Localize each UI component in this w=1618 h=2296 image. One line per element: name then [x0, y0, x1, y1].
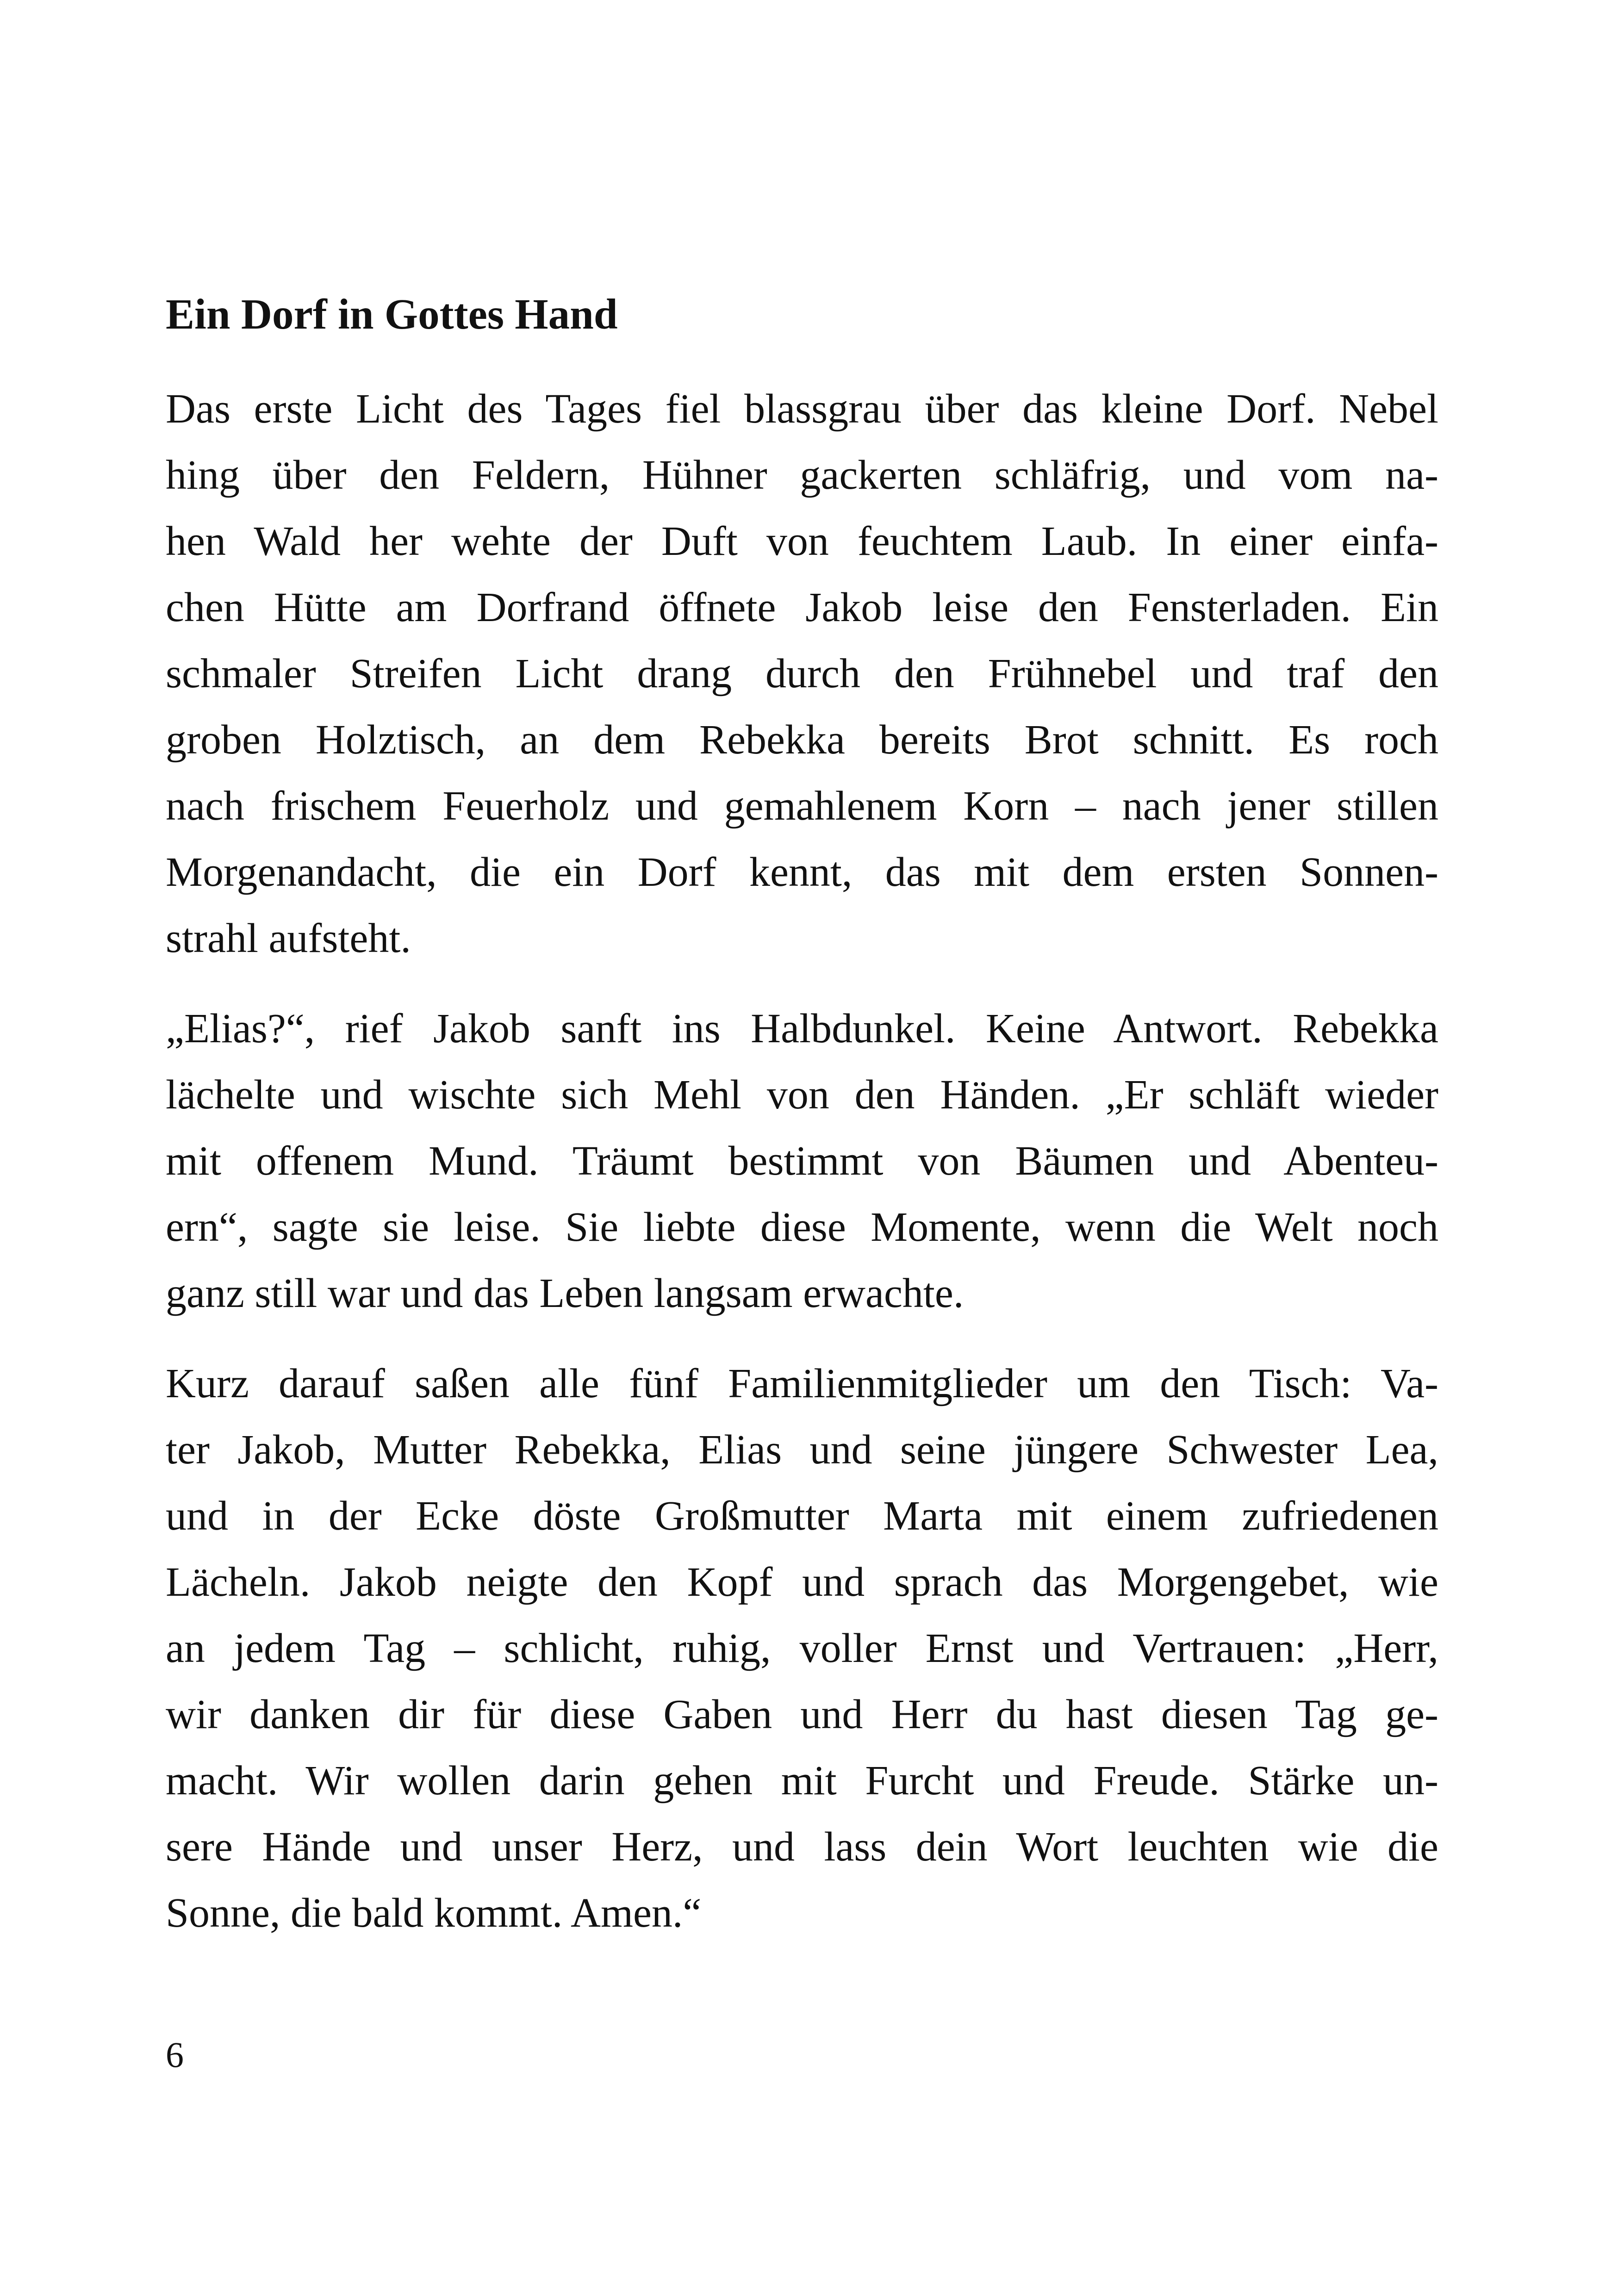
text-line: ter Jakob, Mutter Rebekka, Elias und seine jüngere Schwester Lea, [166, 1427, 1438, 1473]
text-line: nach frischem Feuerholz und gemahlenem Korn – nach jener stillen [166, 783, 1438, 829]
text-line: und in der Ecke döste Großmutter Marta mit einem zufriedenen [166, 1493, 1438, 1539]
text-line: Kurz darauf saßen alle fünf Familienmitglieder um den Tisch: Va- [166, 1361, 1438, 1406]
page-content [166, 287, 1438, 1970]
paragraph-3 [166, 1350, 1438, 1946]
text-line: schmaler Streifen Licht drang durch den Frühnebel und traf den [166, 651, 1438, 697]
text-line: strahl aufsteht. [166, 915, 411, 961]
text-line: Sonne, die bald kommt. Amen.“ [166, 1890, 702, 1936]
text-line: wir danken dir für diese Gaben und Herr du hast diesen Tag ge- [166, 1692, 1438, 1737]
text-line: hen Wald her wehte der Duft von feuchtem Laub. In einer einfa- [166, 518, 1438, 564]
text-line: lächelte und wischte sich Mehl von den Händen. „Er schläft wieder [166, 1072, 1438, 1118]
text-line: groben Holztisch, an dem Rebekka bereits Brot schnitt. Es roch [166, 717, 1438, 763]
paragraph-2 [166, 996, 1438, 1326]
text-line: mit offenem Mund. Träumt bestimmt von Bäumen und Abenteu- [166, 1138, 1438, 1184]
text-line: an jedem Tag – schlicht, ruhig, voller Ernst und Vertrauen: „Herr, [166, 1625, 1438, 1671]
text-line: ganz still war und das Leben langsam erwachte. [166, 1270, 964, 1316]
chapter-title: Ein Dorf in Gottes Hand [166, 291, 618, 338]
text-line: ern“, sagte sie leise. Sie liebte diese Momente, wenn die Welt noch [166, 1204, 1438, 1250]
text-line: Morgenandacht, die ein Dorf kennt, das mit dem ersten Sonnen- [166, 849, 1438, 895]
text-line: macht. Wir wollen darin gehen mit Furcht und Freude. Stärke un- [166, 1758, 1438, 1804]
text-line: Das erste Licht des Tages fiel blassgrau über das kleine Dorf. Nebel [166, 386, 1438, 432]
text-line: hing über den Feldern, Hühner gackerten schläfrig, und vom na- [166, 452, 1438, 498]
text-line: „Elias?“, rief Jakob sanft ins Halbdunkel. Keine Antwort. Rebekka [166, 1006, 1438, 1052]
text-line: chen Hütte am Dorfrand öffnete Jakob leise den Fensterladen. Ein [166, 585, 1438, 630]
text-line: Lächeln. Jakob neigte den Kopf und sprach das Morgengebet, wie [166, 1559, 1438, 1605]
text-line: sere Hände und unser Herz, und lass dein Wort leuchten wie die [166, 1824, 1438, 1870]
page-number: 6 [166, 2035, 184, 2075]
paragraph-1 [166, 376, 1438, 971]
